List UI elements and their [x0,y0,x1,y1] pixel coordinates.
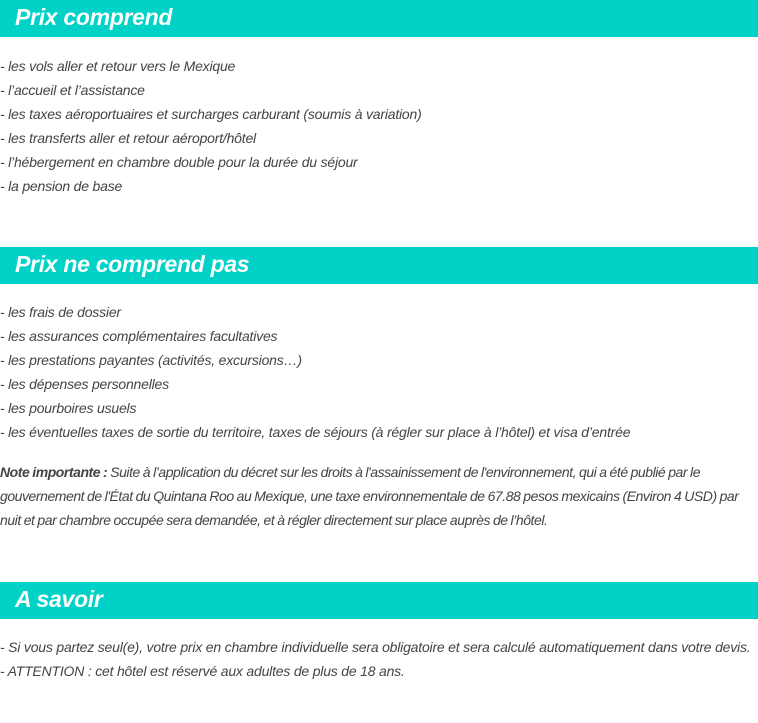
list-item: - les assurances complémentaires facultatives [0,328,278,344]
note-label: Note importante : [0,464,108,480]
info-list [0,635,758,683]
list-item: - les frais de dossier [0,304,121,320]
list-item: - l’hébergement en chambre double pour la durée du séjour [0,154,358,170]
section-title: Prix comprend [15,4,173,30]
list-item: - l’accueil et l’assistance [0,82,145,98]
section-title: Prix ne comprend pas [15,251,250,277]
section-title: A savoir [15,586,103,612]
note-text: Suite à l’application du décret sur les droits à l'assainissement de l'environnement, qui a été publié par le gouvernement de l'État du Quintana Roo au Mexique, une taxe environnementale de 67.88 pesos mexicains (Environ 4 USD) par nuit et par chambre occupée sera demandée, et à régler directement sur place auprès de l’hôtel. [0,464,739,528]
section-header-prix-comprend [0,0,758,37]
list-item: - les pourboires usuels [0,400,137,416]
list-item: - les dépenses personnelles [0,376,169,392]
list-item: - les transferts aller et retour aéroport/hôtel [0,130,256,146]
included-list [0,54,758,198]
list-item: - les vols aller et retour vers le Mexique [0,58,236,74]
list-item: - les prestations payantes (activités, excursions…) [0,352,302,368]
list-item: - Si vous partez seul(e), votre prix en chambre individuelle sera obligatoire et sera calculé automatiquement dans votre devis. [0,639,751,655]
list-item: - la pension de base [0,178,123,194]
list-item: - ATTENTION : cet hôtel est réservé aux adultes de plus de 18 ans. [0,663,405,679]
section-header-a-savoir [0,582,758,619]
excluded-list [0,300,758,444]
list-item: - les éventuelles taxes de sortie du territoire, taxes de séjours (à régler sur place à l’hôtel) et visa d’entrée [0,424,631,440]
list-item: - les taxes aéroportuaires et surcharges carburant (soumis à variation) [0,106,422,122]
section-header-prix-ne-comprend-pas [0,247,758,284]
important-note [0,460,758,532]
